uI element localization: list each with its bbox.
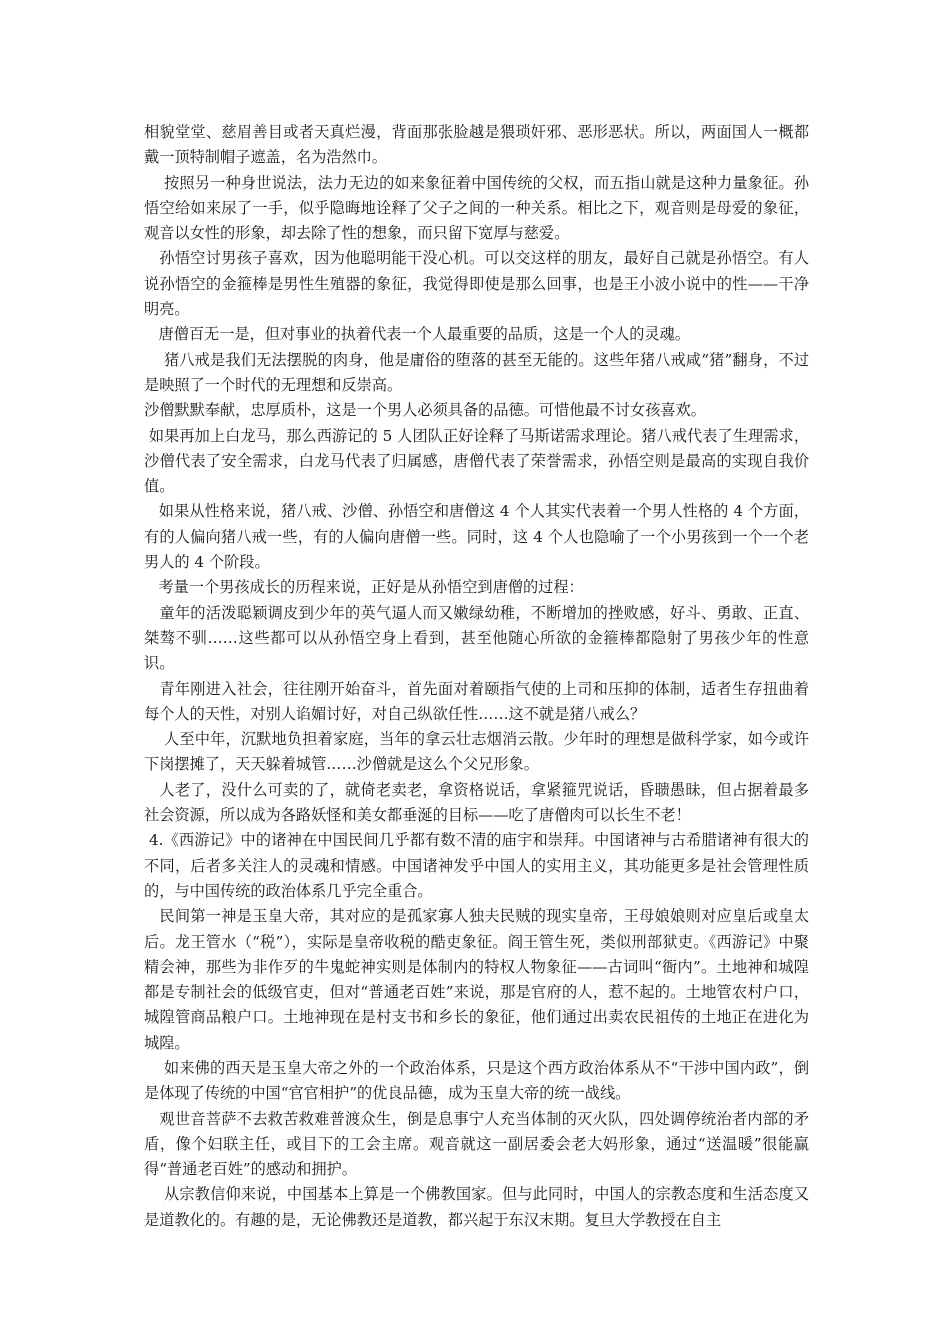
paragraph-14: 4.《西游记》中的诸神在中国民间几乎都有数不清的庙宇和崇拜。中国诸神与古希腊诸神有很大的不同，后者多关注人的灵魂和情感。中国诸神发乎中国人的实用主义，其功能更多是社会管理性质的，与中国传统的政治体系几乎完全重合。	[144, 831, 809, 900]
paragraph-13: 人老了，没什么可卖的了，就倚老卖老，拿资格说话，拿紧箍咒说话，昏聩愚昧，但占据着最多社会资源，所以成为各路妖怪和美女都垂涎的目标——吃了唐僧肉可以长生不老！	[144, 780, 810, 825]
paragraph-16: 如来佛的西天是玉皇大帝之外的一个政治体系，只是这个西方政治体系从不“干涉中国内政”，倒是体现了传统的中国“官官相护”的优良品德，成为玉皇大帝的统一战线。	[144, 1058, 810, 1103]
paragraph-4: 唐僧百无一是，但对事业的执着代表一个人最重要的品质，这是一个人的灵魂。	[144, 325, 691, 344]
paragraph-1: 相貌堂堂、慈眉善目或者天真烂漫，背面那张脸越是猥琐奸邪、恶形恶状。所以，两面国人一概都戴一顶特制帽子遮盖，名为浩然巾。	[144, 123, 809, 167]
paragraph-15: 民间第一神是玉皇大帝，其对应的是孤家寡人独夫民贼的现实皇帝，王母娘娘则对应皇后或皇太后。龙王管水（“税”），实际是皇帝收税的酷吏象征。阎王管生死，类似刑部狱吏。《西游记》中聚精会神，那些为非作歹的牛鬼蛇神实则是体制内的特权人物象征——古词叫“衙内”。土地神和城隍都是专制社会的低级官吏，但对“普通老百姓”来说，那是官府的人，惹不起的。土地管农村户口，城隍管商品粮户口。土地神现在是村支书和乡长的象征，他们通过出卖农民祖传的土地正在进化为城隍。	[144, 907, 810, 1052]
paragraph-9: 考量一个男孩成长的历程来说，正好是从孙悟空到唐僧的过程：	[144, 578, 584, 597]
paragraph-6: 沙僧默默奉献，忠厚质朴，这是一个男人必须具备的品德。可惜他最不讨女孩喜欢。	[144, 401, 706, 420]
paragraph-11: 青年刚进入社会，往往刚开始奋斗，首先面对着颐指气使的上司和压抑的体制，适者生存扭曲着每个人的天性，对别人谄媚讨好，对自己纵欲任性……这不就是猪八戒么？	[144, 679, 810, 723]
paragraph-2: 按照另一种身世说法，法力无边的如来象征着中国传统的父权，而五指山就是这种力量象征。孙悟空给如来尿了一手，似乎隐晦地诠释了父子之间的一种关系。相比之下，观音则是母爱的象征，观音以女性的形象，却去除了性的想象，而只留下宽厚与慈爱。	[144, 173, 810, 243]
paragraph-10: 童年的活泼聪颖调皮到少年的英气逼人而又嫩绿幼稚，不断增加的挫败感，好斗、勇敢、正直、桀骜不驯……这些都可以从孙悟空身上看到，甚至他随心所欲的金箍棒都隐射了男孩少年的性意识。	[144, 603, 810, 673]
paragraph-5: 猪八戒是我们无法摆脱的肉身，他是庸俗的堕落的甚至无能的。这些年猪八戒咸“猪”翻身，不过是映照了一个时代的无理想和反崇高。	[144, 350, 810, 394]
paragraph-8: 如果从性格来说，猪八戒、沙僧、孙悟空和唐僧这 4 个人其实代表着一个男人性格的 4 个方面，有的人偏向猪八戒一些，有的人偏向唐僧一些。同时，这 4 个人也隐喻了一个小男孩到一个一个老男人的 4 个阶段。	[144, 502, 810, 572]
paragraph-18: 从宗教信仰来说，中国基本上算是一个佛教国家。但与此同时，中国人的宗教态度和生活态度又是道教化的。有趣的是，无论佛教还是道教，都兴起于东汉末期。复旦大学教授在自主	[144, 1185, 810, 1229]
document-page	[144, 120, 809, 1233]
paragraph-12: 人至中年，沉默地负担着家庭，当年的拿云壮志烟消云散。少年时的理想是做科学家，如今或许下岗摆摊了，天天躲着城管……沙僧就是这么个父兄形象。	[144, 730, 810, 774]
paragraph-17: 观世音菩萨不去救苦救难普渡众生，倒是息事宁人充当体制的灭火队，四处调停统治者内部的矛盾，像个妇联主任，或目下的工会主席。观音就这一副居委会老大妈形象，通过“送温暖”很能赢得“普通老百姓”的感动和拥护。	[144, 1109, 810, 1179]
paragraph-3: 孙悟空讨男孩子喜欢，因为他聪明能干没心机。可以交这样的朋友，最好自己就是孙悟空。有人说孙悟空的金箍棒是男性生殖器的象征，我觉得即使是那么回事，也是王小波小说中的性——干净明亮。	[144, 249, 810, 319]
paragraph-7: 如果再加上白龙马，那么西游记的 5 人团队正好诠释了马斯诺需求理论。猪八戒代表了生理需求，沙僧代表了安全需求，白龙马代表了归属感，唐僧代表了荣誉需求，孙悟空则是最高的实现自我价值。	[144, 426, 810, 496]
